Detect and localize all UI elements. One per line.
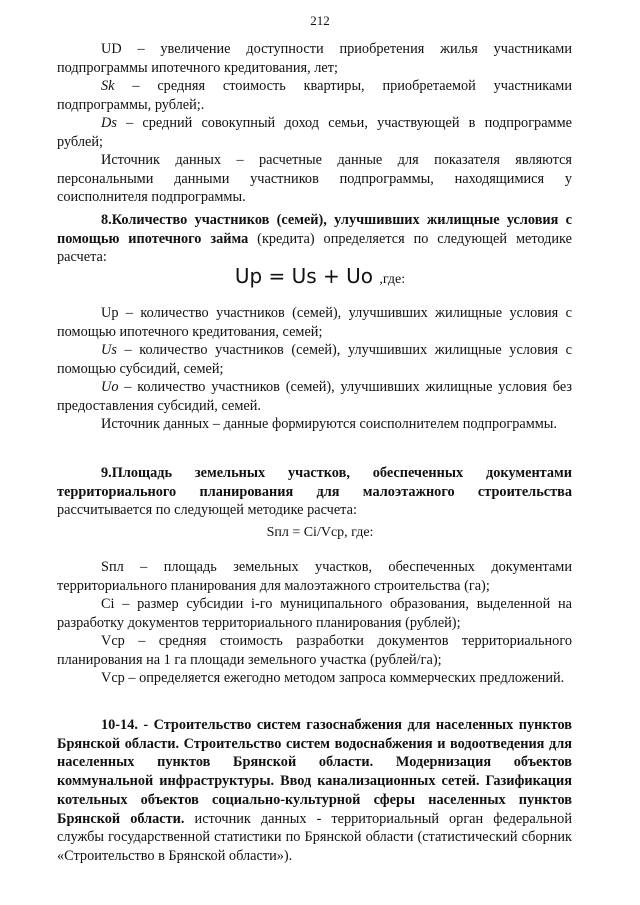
definition-spl [57, 558, 572, 595]
section-8-intro-text: (кредита) определяется по следующей методике расчета: [57, 230, 572, 265]
definition-up-text: – количество участников (семей), улучшивших жилищные условия с помощью ипотечного кредитования, семей; [57, 305, 572, 340]
section-9-intro-text: рассчитывается по следующей методике расчета: [57, 502, 357, 518]
definition-uo [57, 378, 572, 415]
definition-spl-text: – площадь земельных участков, обеспеченных документами территориального планирования для малоэтажного строительства (га); [57, 559, 572, 594]
symbol-up: Up [101, 305, 119, 321]
definition-ud [57, 40, 572, 77]
section-9-heading: 9.Площадь земельных участков, обеспеченных документами территориального планирования для малоэтажного строительства [57, 465, 572, 500]
page-number: 212 [310, 13, 330, 28]
definition-vcp-method: Vcp – определяется ежегодно методом запроса коммерческих предложений. [101, 670, 565, 686]
section-10-14-paragraph [57, 716, 572, 866]
definition-ci: Ci – размер субсидии i-го муниципального образования, выделенной на разработку документов территориального планирования (рублей); [57, 596, 572, 631]
section-10-14-text: источник данных - территориальный орган федеральной службы государственной статистики по Брянской области (статистический сборник «Строительство в Брянской области»). [57, 810, 572, 864]
symbol-ud: UD [101, 41, 122, 57]
section-9-intro [57, 464, 572, 520]
definition-ud-text: – увеличение доступности приобретения жилья участниками подпрограммы ипотечного кредитования, лет; [57, 41, 572, 76]
definition-us-text: – количество участников (семей), улучшивших жилищные условия с помощью субсидий, семей; [57, 342, 572, 377]
formula-up-tail: ,где: [379, 272, 406, 287]
definition-ds-text: – средний совокупный доход семьи, участвующей в подпрограмме рублей; [57, 115, 572, 150]
symbol-uo: Uo [101, 379, 119, 395]
definition-sk [57, 77, 572, 114]
section-10-14-heading: 10-14. - Строительство систем газоснабжения для населенных пунктов Брянской области. Строительство систем водоснабжения и водоотведения для населенных пунктов Брянской области. Модернизация объектов коммунальной инфраструктуры. Ввод канализационных сетей. Газификация котельных объектов социально-культурной сферы населенных пунктов Брянской области. [57, 717, 572, 827]
formula-spl: Sпл = Ci/Vcp, где: [266, 525, 374, 540]
section-8-intro [57, 211, 572, 267]
definition-ds [57, 114, 572, 151]
definition-sk-text: – средняя стоимость квартиры, приобретаемой участниками подпрограммы, рублей;. [57, 78, 572, 113]
symbol-spl: Sпл [101, 559, 124, 575]
definition-us [57, 341, 572, 378]
formula-up-expression: Up = Us + Uo [234, 264, 374, 288]
symbol-ds: Ds [101, 115, 117, 131]
symbol-us: Us [101, 342, 117, 358]
definition-uo-text: – количество участников (семей), улучшивших жилищные условия без предоставления субсидий, семей. [57, 379, 572, 414]
data-source-paragraph: Источник данных – расчетные данные для показателя являются персональными данными участников подпрограммы, находящимися у соисполнителя подпрограммы. [57, 152, 572, 205]
symbol-sk: Sk [101, 78, 115, 94]
definition-vcp: Vcp – средняя стоимость разработки документов территориального планирования на 1 га площади земельного участка (рублей/га); [57, 633, 572, 668]
section-8-source: Источник данных – данные формируются соисполнителем подпрограммы. [101, 416, 557, 432]
formula-up [0, 264, 640, 288]
definition-up [57, 304, 572, 341]
section-8-heading: 8.Количество участников (семей), улучшивших жилищные условия с помощью ипотечного займа [57, 212, 572, 247]
